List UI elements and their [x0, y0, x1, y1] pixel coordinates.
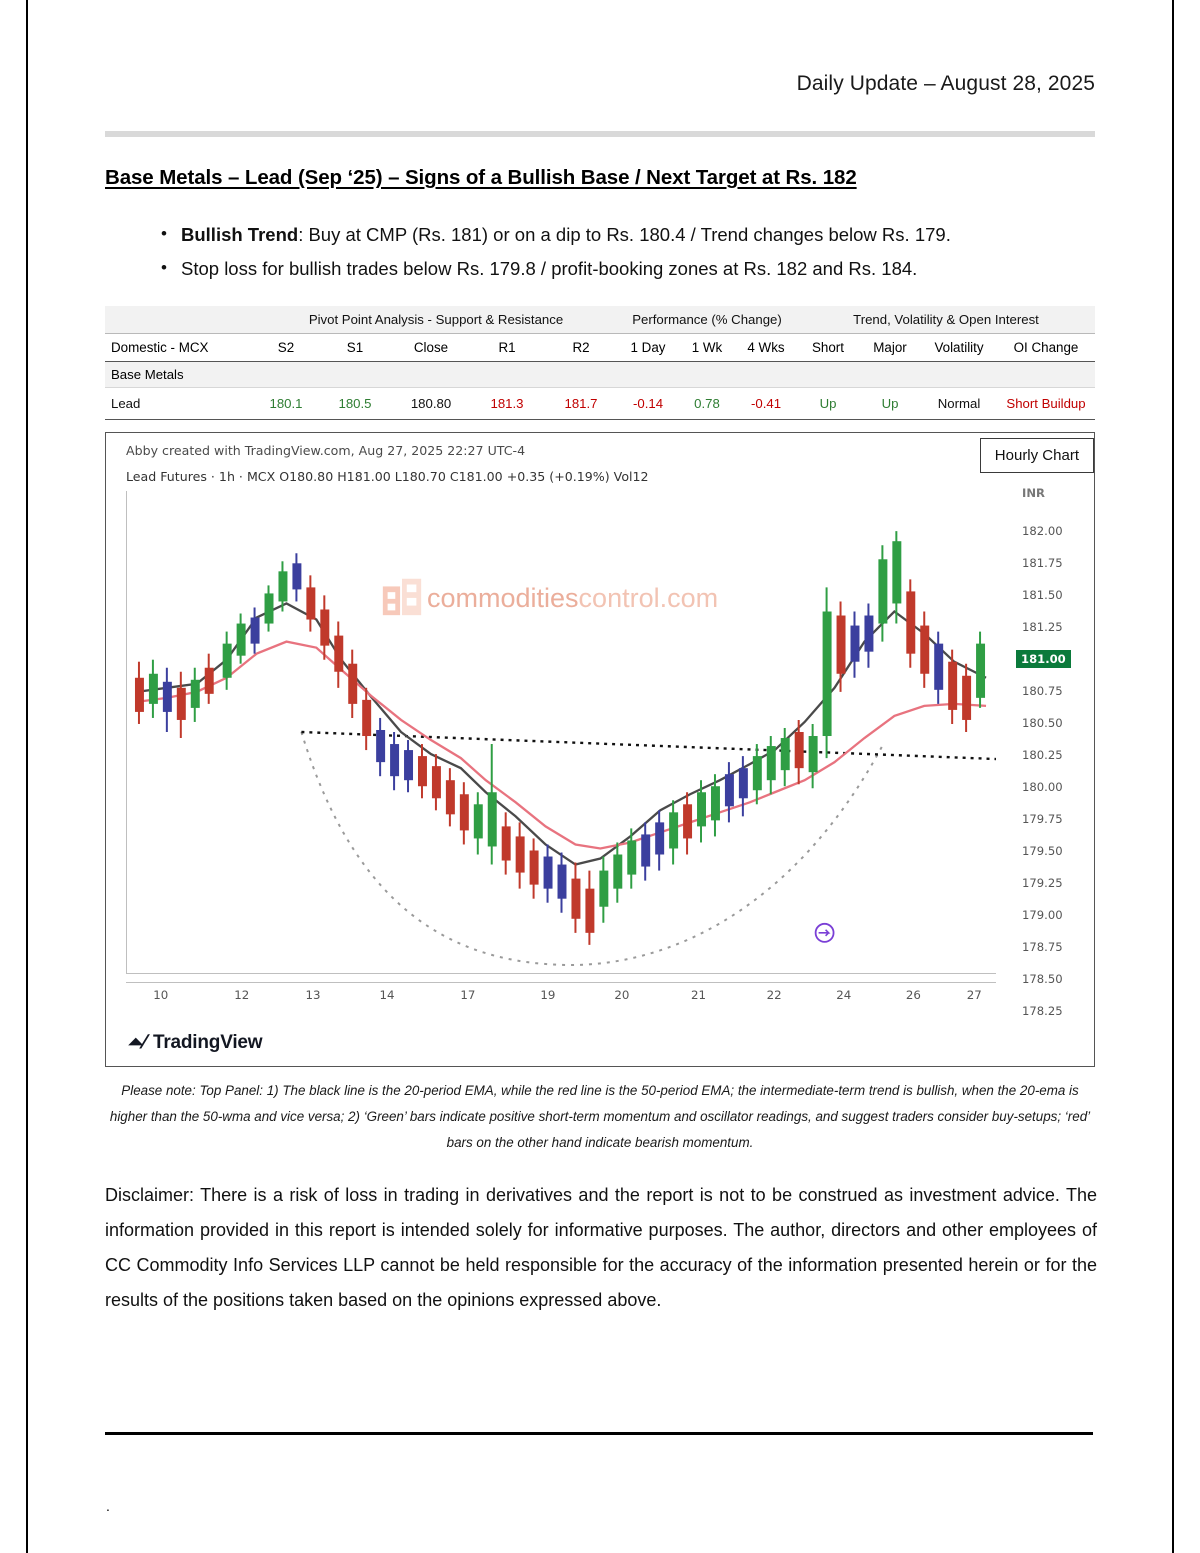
column-header-major: Major	[859, 333, 921, 361]
cell-s2: 180.1	[255, 387, 317, 419]
row-name-lead: Lead	[105, 387, 255, 419]
column-header-market: Domestic - MCX	[105, 333, 255, 361]
cell-change-4wks: -0.41	[735, 387, 797, 419]
page-title: Base Metals – Lead (Sep ‘25) – Signs of a Bullish Base / Next Target at Rs. 182	[105, 166, 857, 189]
y-tick: 182.00	[1022, 524, 1063, 538]
chart-event-marker-icon[interactable]	[816, 924, 834, 942]
cell-change-1day: -0.14	[617, 387, 679, 419]
x-tick: 26	[905, 988, 921, 1002]
footer-divider	[105, 1432, 1093, 1435]
y-tick: 179.00	[1022, 908, 1063, 922]
commodities-control-logo-icon	[379, 573, 425, 619]
x-tick: 24	[836, 988, 852, 1002]
watermark-part-2: control.com	[578, 583, 719, 613]
chart-plot-area	[126, 491, 996, 974]
document-date-header: Daily Update – August 28, 2025	[796, 72, 1095, 95]
group-header-blank	[105, 306, 255, 333]
chart-quote-line: Lead Futures · 1h · MCX O180.80 H181.00 L180.70 C181.00 +0.35 (+0.19%) Vol12	[126, 469, 649, 484]
axis-currency-label: INR	[1022, 486, 1045, 500]
tradingview-brand	[128, 1031, 262, 1054]
cell-s1: 180.5	[317, 387, 393, 419]
x-tick: 10	[153, 988, 169, 1002]
x-tick: 19	[540, 988, 556, 1002]
chart-watermark	[427, 583, 718, 614]
time-axis	[126, 982, 996, 1004]
watermark-part-1: commodities	[427, 583, 579, 613]
bullet-text: Stop loss for bullish trades below Rs. 179.8 / profit-booking zones at Rs. 182 and Rs. 184.	[181, 258, 918, 279]
chart-container	[105, 432, 1095, 1067]
group-header-pivot: Pivot Point Analysis - Support & Resistance	[255, 306, 617, 333]
group-header-trend: Trend, Volatility & Open Interest	[797, 306, 1095, 333]
page-border-left	[26, 0, 28, 1553]
y-tick: 179.25	[1022, 876, 1063, 890]
y-tick: 179.75	[1022, 812, 1063, 826]
price-candles-svg	[127, 491, 996, 973]
list-item	[135, 252, 1095, 286]
y-tick: 180.50	[1022, 716, 1063, 730]
cell-volatility: Normal	[921, 387, 997, 419]
cell-trend-major: Up	[859, 387, 921, 419]
y-tick: 180.75	[1022, 684, 1063, 698]
column-header-short: Short	[797, 333, 859, 361]
column-header-1wk: 1 Wk	[679, 333, 735, 361]
footer-mark: .	[106, 1498, 110, 1514]
x-tick: 17	[460, 988, 476, 1002]
cell-r1: 181.3	[469, 387, 545, 419]
list-item	[135, 218, 1095, 252]
y-tick: 178.25	[1022, 1004, 1063, 1018]
tradingview-brand-label: TradingView	[152, 1032, 263, 1053]
column-header-r2: R2	[545, 333, 617, 361]
bullet-text: : Buy at CMP (Rs. 181) or on a dip to Rs. 180.4 / Trend changes below Rs. 179.	[298, 224, 951, 245]
column-header-close: Close	[393, 333, 469, 361]
column-header-oi-change: OI Change	[997, 333, 1095, 361]
cell-change-1wk: 0.78	[679, 387, 735, 419]
tradingview-logo-icon: ⏶⁄	[128, 1031, 146, 1053]
x-tick: 22	[766, 988, 782, 1002]
y-tick: 181.25	[1022, 620, 1063, 634]
highlights-list	[105, 218, 1095, 286]
chart-timeframe-badge: Hourly Chart	[980, 438, 1094, 473]
y-tick: 181.50	[1022, 588, 1063, 602]
ema-50-line	[137, 642, 986, 849]
column-header-volatility: Volatility	[921, 333, 997, 361]
chart-footnote: Please note: Top Panel: 1) The black line is the 20-period EMA, while the red line is the 50-period EMA; the intermediate-term trend is bullish, when the 20-ema is higher than the 50-wma and vice versa; 2) ‘Green’ bars indicate positive short-term momentum and oscillator readings, and suggest traders consider buy-setups; ‘red’ bars on the other hand indicate bearish momentum.	[109, 1083, 1091, 1150]
x-tick: 21	[690, 988, 706, 1002]
y-tick: 180.25	[1022, 748, 1063, 762]
x-tick: 20	[614, 988, 630, 1002]
page-border-right	[1172, 0, 1174, 1553]
table-section-row	[105, 361, 1095, 387]
column-header-s1: S1	[317, 333, 393, 361]
section-label-base-metals: Base Metals	[105, 361, 1095, 387]
column-header-4wks: 4 Wks	[735, 333, 797, 361]
y-tick: 178.50	[1022, 972, 1063, 986]
x-tick: 14	[379, 988, 395, 1002]
column-header-s2: S2	[255, 333, 317, 361]
x-tick: 27	[966, 988, 982, 1002]
cell-r2: 181.7	[545, 387, 617, 419]
column-header-r1: R1	[469, 333, 545, 361]
cell-close: 180.80	[393, 387, 469, 419]
x-tick: 13	[305, 988, 321, 1002]
header-divider	[105, 131, 1095, 137]
y-tick: 179.50	[1022, 844, 1063, 858]
column-header-1day: 1 Day	[617, 333, 679, 361]
table-row	[105, 387, 1095, 419]
table-group-header-row	[105, 306, 1095, 333]
y-tick: 180.00	[1022, 780, 1063, 794]
cell-oi-change: Short Buildup	[997, 387, 1095, 419]
cell-trend-short: Up	[797, 387, 859, 419]
y-tick: 181.75	[1022, 556, 1063, 570]
x-tick: 12	[234, 988, 250, 1002]
table-column-header-row	[105, 333, 1095, 361]
pivot-analysis-table	[105, 306, 1095, 420]
disclaimer-text: Disclaimer: There is a risk of loss in trading in derivatives and the report is not to be construed as investment advice. The information provided in this report is intended solely for informative purposes. The author, directors and other employees of CC Commodity Info Services LLP cannot be held responsible for the accuracy of the information presented herein or for the results of the positions taken based on the opinions expressed above.	[105, 1185, 1097, 1310]
chart-credit: Abby created with TradingView.com, Aug 27, 2025 22:27 UTC-4	[126, 443, 526, 458]
bullet-lead-label: Bullish Trend	[181, 224, 299, 245]
y-tick: 178.75	[1022, 940, 1063, 954]
last-price-label: 181.00	[1016, 650, 1071, 668]
price-axis	[998, 486, 1090, 1018]
group-header-performance: Performance (% Change)	[617, 306, 797, 333]
